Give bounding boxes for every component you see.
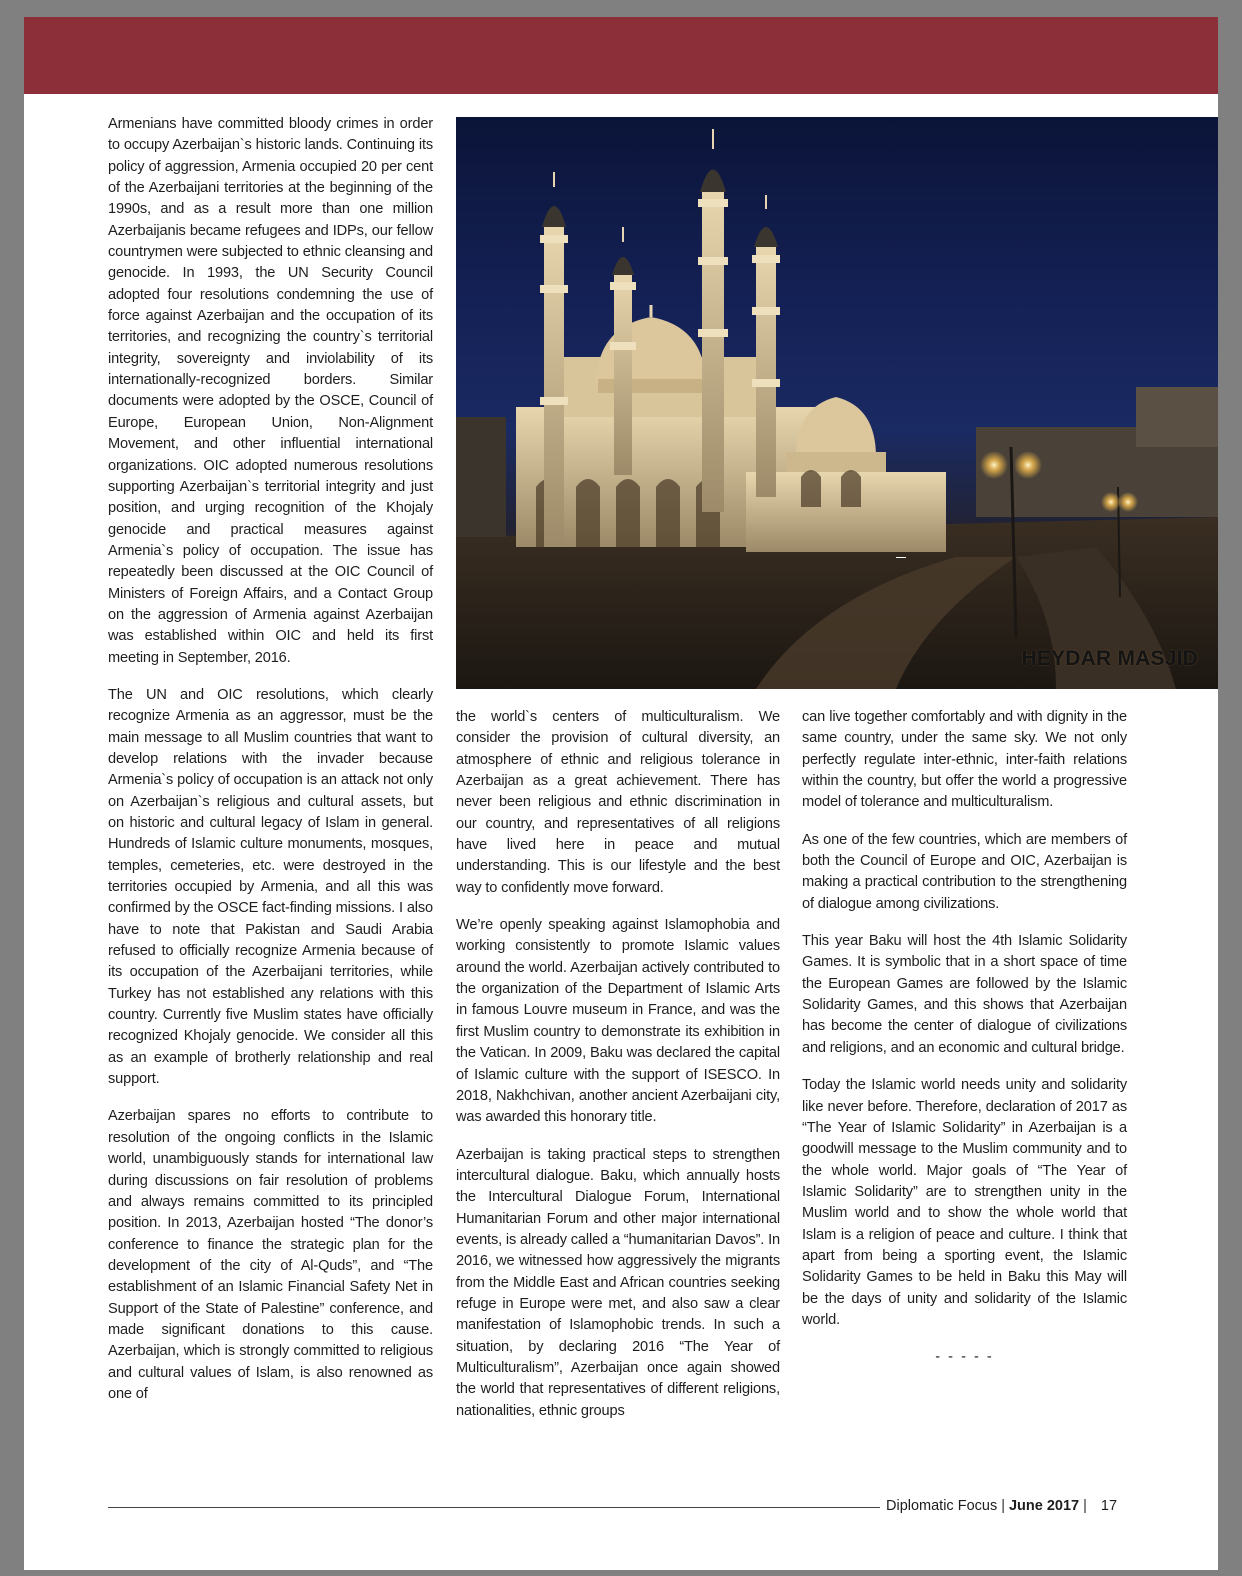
mosque-illustration-icon	[456, 117, 1218, 689]
paragraph: Azerbaijan spares no efforts to contribute to resolution of the ongoing conflicts in the Islamic world, unambiguously stands for international law during discussions on fair resolution of problems and always remains committed to its principled position. In 2013, Azerbaijan hosted “The donor’s conference to finance the strategic plan for the development of the city of Al-Quds”, and “The establishment of an Islamic Financial Safety Net in Support of the State of Palestine” conference, and made significant donations to this cause. Azerbaijan, which is strongly committed to religious and cultural values of Islam, is also renowned as one of	[108, 1108, 433, 1402]
page-number: 17	[1100, 1498, 1118, 1514]
footer-rule	[108, 1507, 880, 1508]
paragraph: Azerbaijan is taking practical steps to strengthen intercultural dialogue. Baku, which annually hosts the Intercultural Dialogue Forum, International Humanitarian Forum and other major international events, is already called a “humanitarian Davos”. In 2016, we witnessed how aggressively the migrants from the Middle East and African countries seeking refuge in Europe were met, and also saw a clear manifestation of Islamophobic trends. In such a situation, by declaring 2016 “The Year of Multiculturalism”, Azerbaijan once again showed the world that representatives of different religions, nationalities, ethnic groups	[456, 1146, 780, 1419]
header-color-band	[24, 17, 1218, 94]
issue-date: June 2017	[1008, 1498, 1080, 1514]
footer-separator: |	[1001, 1498, 1005, 1514]
mosque-photo	[456, 117, 1218, 689]
paragraph: the world`s centers of multiculturalism. We consider the provision of cultural diversity, an atmosphere of ethnic and religious tolerance in Azerbaijan as a great achievement. There has never been religious and ethnic discrimination in our country, and representatives of all religions have lived here in peace and mutual understanding. This is our lifestyle and the best way to confidently move forward.	[456, 709, 780, 896]
magazine-page	[24, 17, 1218, 1570]
paragraph: can live together comfortably and with dignity in the same country, under the same sky. We not only perfectly regulate inter-ethnic, inter-faith relations within the country, but offer the world a progressive model of tolerance and multiculturalism.	[802, 709, 1127, 811]
paragraph: Today the Islamic world needs unity and solidarity like never before. Therefore, declaration of 2017 as “The Year of Islamic Solidarity” in Azerbaijan is a goodwill message to the Muslim community and to the whole world. Major goals of “The Year of Islamic Solidarity” are to strengthen unity in the Muslim world and to show the whole world that Islam is a religion of peace and culture. I think that apart from being a sporting event, the Islamic Solidarity Games to be held in Baku this May will be the days of unity and solidarity of the Islamic world.	[802, 1077, 1127, 1328]
footer-separator: |	[1083, 1498, 1087, 1514]
paragraph: As one of the few countries, which are members of both the Council of Europe and OIC, Azerbaijan is making a practical contribution to the strengthening of dialogue among civilizations.	[802, 831, 1127, 912]
paragraph: The UN and OIC resolutions, which clearly recognize Armenia as an aggressor, must be the main message to all Muslim countries that want to develop relations with the invader because Armenia`s policy of occupation is an attack not only on Azerbaijan`s religious and cultural assets, but on historic and cultural legacy of Islam in general. Hundreds of Islamic culture monuments, mosques, temples, cemeteries, etc. were destroyed in the territories occupied by Armenia, and all this was confirmed by the OSCE fact-finding missions. I also have to note that Pakistan and Saudi Arabia refused to officially recognize Armenia because of its occupation of the Azerbaijani territories, while Turkey has not established any relations with this country. Currently five Muslim states have officially recognized Khojaly genocide. We consider all this as an example of brotherly relationship and real support.	[108, 686, 433, 1088]
photo-caption: HEYDAR MASJID	[1021, 647, 1198, 670]
article-column-left	[108, 114, 433, 1421]
paragraph: Armenians have committed bloody crimes in order to occupy Azerbaijan`s historic lands. Continuing its policy of aggression, Armenia occupied 20 per cent of the Azerbaijani territories at the beginning of the 1990s, and as a result more than one million Azerbaijanis became refugees and IDPs, our fellow countrymen were subjected to ethnic cleansing and genocide. In 1993, the UN Security Council adopted four resolutions condemning the use of force against Azerbaijan and the occupation of its territories, and recognizing the country`s territorial integrity, sovereignty and inviolability of its internationally-recognized borders. Similar documents were adopted by the OSCE, Council of Europe, European Union, Non-Alignment Movement, and other influential international organizations. OIC adopted numerous resolutions supporting Azerbaijan`s territorial integrity and just position, and urging recognition of the Khojaly genocide and practical measures against Armenia`s policy of occupation. The issue has repeatedly been discussed at the OIC Council of Ministers of Foreign Affairs, and a Contact Group on the aggression of Armenia against Azerbaijan was established within OIC and held its first meeting in September, 2016.	[108, 116, 433, 666]
page-footer	[108, 1493, 1148, 1515]
footer-text	[886, 1498, 1117, 1514]
publication-name: Diplomatic Focus	[886, 1498, 998, 1514]
article-column-middle	[456, 707, 780, 1438]
article-column-right	[802, 707, 1127, 1369]
article-end-mark: - - - - -	[935, 1349, 994, 1366]
paragraph: We’re openly speaking against Islamophobia and working consistently to promote Islamic values around the world. Azerbaijan actively contributed to the organization of the Department of Islamic Arts in famous Louvre museum in France, and was the first Muslim country to demonstrate its exhibition in the Vatican. In 2009, Baku was declared the capital of Islamic culture with the support of ISESCO. In 2018, Nakhchivan, another ancient Azerbaijani city, was awarded this honorary title.	[456, 917, 780, 1126]
paragraph: This year Baku will host the 4th Islamic Solidarity Games. It is symbolic that in a short space of time the European Games are followed by the Islamic Solidarity Games, and this shows that Azerbaijan has become the center of dialogue of civilizations and religions, and an economic and cultural bridge.	[802, 933, 1127, 1056]
